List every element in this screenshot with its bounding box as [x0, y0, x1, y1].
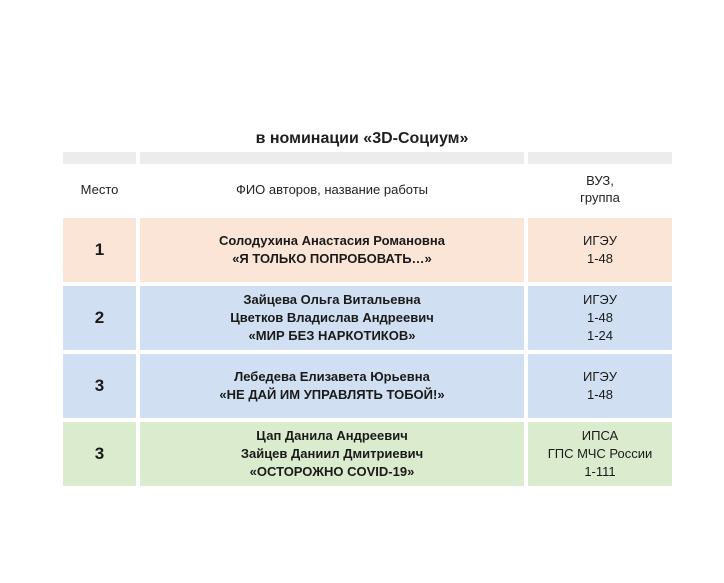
header-authors	[140, 168, 524, 210]
place-value: 3	[94, 444, 105, 463]
results-table	[63, 152, 672, 490]
header-university-label-2: группа	[580, 190, 620, 205]
authors-line: Солодухина Анастасия Романовна	[219, 233, 445, 248]
table-body	[63, 218, 672, 486]
header-university-label-1: ВУЗ,	[586, 173, 614, 188]
authors-line: Зайцева Ольга Витальевна	[243, 292, 421, 307]
university-cell	[528, 422, 672, 486]
strip-cell	[140, 152, 524, 164]
authors-cell	[140, 422, 524, 486]
authors-line: Цап Данила Андреевич	[256, 428, 408, 443]
header-university	[528, 168, 672, 210]
authors-line: Цветков Владислав Андреевич	[230, 310, 434, 325]
authors-cell	[140, 286, 524, 350]
header-place	[63, 168, 136, 210]
header-authors-label: ФИО авторов, название работы	[235, 181, 429, 197]
university-line: 1-48	[586, 387, 614, 402]
university-line: 1-24	[586, 328, 614, 343]
university-cell	[528, 354, 672, 418]
university-cell	[528, 218, 672, 282]
table-header	[63, 168, 672, 210]
authors-line: Зайцев Даниил Дмитриевич	[240, 446, 424, 461]
authors-line: «МИР БЕЗ НАРКОТИКОВ»	[248, 328, 416, 343]
university-line: 1-48	[586, 251, 614, 266]
university-line: ИПСА	[581, 428, 619, 443]
strip-cell	[528, 152, 672, 164]
place-value: 1	[94, 240, 105, 259]
place-cell	[63, 354, 136, 418]
authors-line: Лебедева Елизавета Юрьевна	[234, 369, 430, 384]
place-value: 3	[94, 376, 105, 395]
authors-line: «Я ТОЛЬКО ПОПРОБОВАТЬ…»	[232, 251, 432, 266]
university-line: ИГЭУ	[583, 233, 617, 248]
university-line: 1-111	[584, 464, 616, 479]
strip-cell	[63, 152, 136, 164]
header-place-label: Место	[80, 181, 119, 197]
university-line: ИГЭУ	[583, 369, 617, 384]
nomination-title: в номинации «3D-Социум»	[255, 130, 469, 147]
table-row	[63, 218, 672, 282]
authors-line: «ОСТОРОЖНО COVID-19»	[249, 464, 415, 479]
place-cell	[63, 286, 136, 350]
university-line: ГПС МЧС России	[547, 446, 653, 461]
table-top-strip	[63, 152, 672, 164]
table-row	[63, 422, 672, 486]
university-cell	[528, 286, 672, 350]
table-row	[63, 354, 672, 418]
table-row	[63, 286, 672, 350]
place-value: 2	[94, 308, 105, 327]
place-cell	[63, 422, 136, 486]
authors-cell	[140, 218, 524, 282]
place-cell	[63, 218, 136, 282]
university-line: ИГЭУ	[583, 292, 617, 307]
authors-line: «НЕ ДАЙ ИМ УПРАВЛЯТЬ ТОБОЙ!»	[219, 387, 445, 402]
authors-cell	[140, 354, 524, 418]
university-line: 1-48	[586, 310, 614, 325]
